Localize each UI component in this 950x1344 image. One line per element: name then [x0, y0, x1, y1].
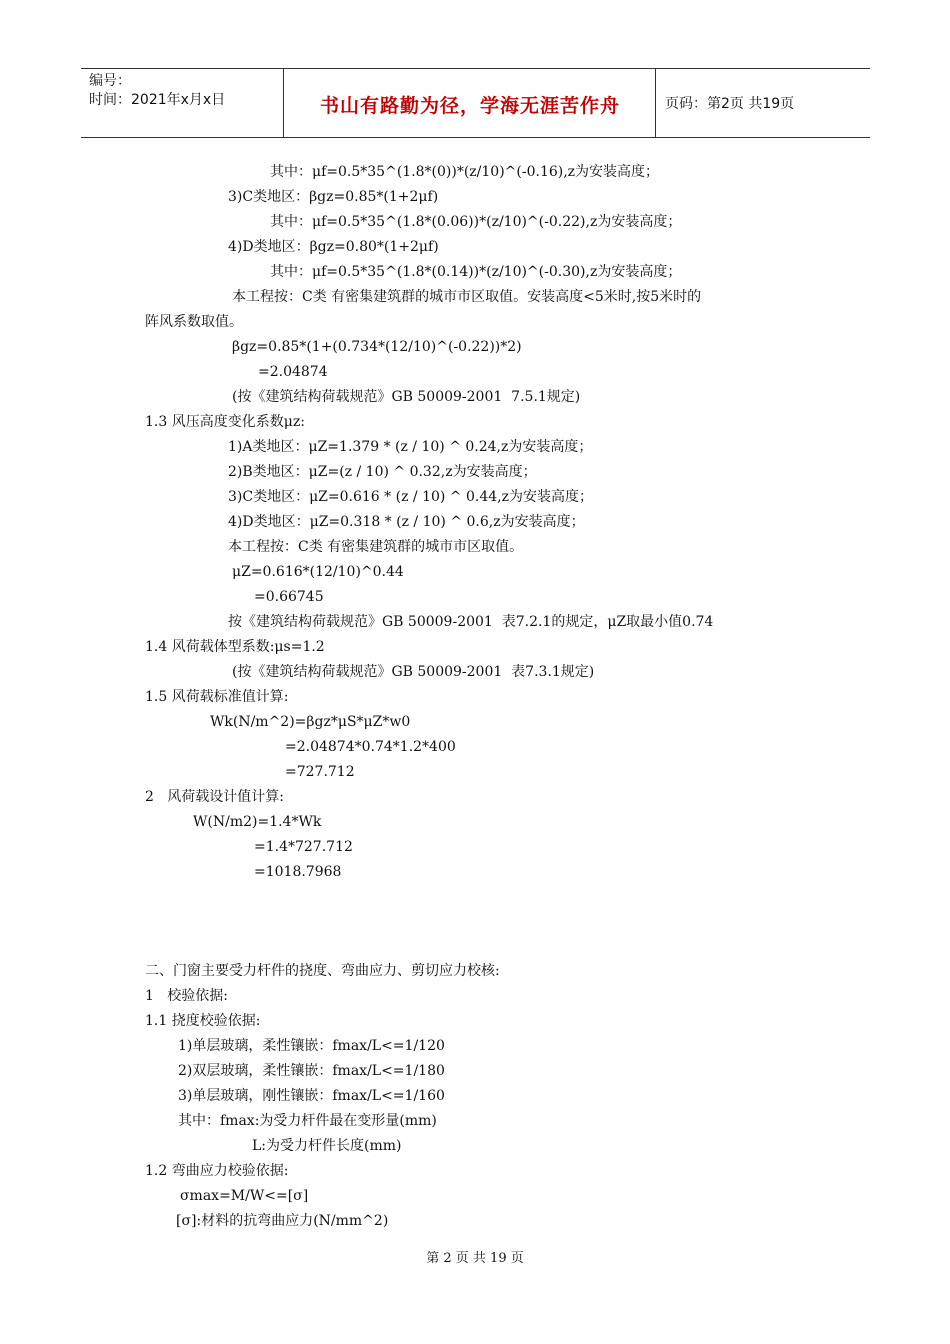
- text-line: 按《建筑结构荷载规范》GB 50009-2001 表7.2.1的规定，μZ取最小值0.74: [228, 614, 714, 630]
- text-line: 3)C类地区：βgz=0.85*(1+2μf): [228, 189, 439, 205]
- text-line: =1.4*727.712: [254, 839, 353, 855]
- section-heading: 1.1 挠度校验依据:: [145, 1013, 261, 1029]
- text-line: W(N/m2)=1.4*Wk: [193, 814, 322, 830]
- text-line: =0.66745: [254, 589, 324, 605]
- page-footer: 第 2 页 共 19 页: [426, 1251, 524, 1266]
- text-line: (按《建筑结构荷载规范》GB 50009-2001 表7.3.1规定): [232, 664, 595, 680]
- header-divider: [283, 69, 284, 137]
- text-line: 本工程按：C类 有密集建筑群的城市市区取值。: [228, 539, 524, 555]
- document-number-label: 编号：: [89, 73, 131, 89]
- text-line: 3)C类地区：μZ=0.616 * (z / 10) ^ 0.44,z为安装高度；: [228, 489, 593, 505]
- text-line: =2.04874*0.74*1.2*400: [285, 739, 456, 755]
- text-line: 2)B类地区：μZ=(z / 10) ^ 0.32,z为安装高度；: [228, 464, 537, 480]
- page-indicator: 页码：第2页 共19页: [665, 96, 795, 112]
- section-heading: 1 校验依据:: [145, 988, 228, 1004]
- text-line: Wk(N/m^2)=βgz*μS*μZ*w0: [210, 714, 411, 730]
- section-heading: 1.5 风荷载标准值计算:: [145, 689, 289, 705]
- text-line: (按《建筑结构荷载规范》GB 50009-2001 7.5.1规定): [232, 389, 581, 405]
- text-line: 3)单层玻璃，刚性镶嵌：fmax/L<=1/160: [178, 1088, 445, 1104]
- text-line: 2)双层玻璃，柔性镶嵌：fmax/L<=1/180: [178, 1063, 445, 1079]
- text-line: 1)单层玻璃，柔性镶嵌：fmax/L<=1/120: [178, 1038, 445, 1054]
- text-line: 其中：μf=0.5*35^(1.8*(0.06))*(z/10)^(-0.22),z为安装高度；: [270, 214, 682, 230]
- text-line: 其中：μf=0.5*35^(1.8*(0.14))*(z/10)^(-0.30),z为安装高度；: [270, 264, 682, 280]
- page-header: [81, 68, 870, 138]
- text-line: 4)D类地区：μZ=0.318 * (z / 10) ^ 0.6,z为安装高度；: [228, 514, 585, 530]
- document-date: 时间：2021年x月x日: [89, 92, 226, 108]
- text-line: 4)D类地区：βgz=0.80*(1+2μf): [228, 239, 439, 255]
- section-heading: 2 风荷载设计值计算:: [145, 789, 284, 805]
- header-motto: 书山有路勤为径，学海无涯苦作舟: [319, 95, 620, 117]
- text-line: μZ=0.616*(12/10)^0.44: [232, 564, 404, 580]
- text-line: L:为受力杆件长度(mm): [252, 1138, 402, 1154]
- text-line: βgz=0.85*(1+(0.734*(12/10)^(-0.22))*2): [232, 339, 522, 355]
- text-line: 本工程按：C类 有密集建筑群的城市市区取值。安装高度<5米时,按5米时的: [232, 289, 702, 305]
- chapter-heading: 二、门窗主要受力杆件的挠度、弯曲应力、剪切应力校核:: [145, 963, 500, 979]
- text-line: 其中：fmax:为受力杆件最在变形量(mm): [178, 1113, 437, 1129]
- text-line: =1018.7968: [254, 864, 342, 880]
- section-heading: 1.4 风荷载体型系数:μs=1.2: [145, 639, 325, 655]
- header-divider: [655, 69, 656, 137]
- text-line: 阵风系数取值。: [145, 314, 243, 330]
- section-heading: 1.3 风压高度变化系数μz:: [145, 414, 305, 430]
- section-heading: 1.2 弯曲应力校验依据:: [145, 1163, 289, 1179]
- text-line: =2.04874: [258, 364, 328, 380]
- text-line: 1)A类地区：μZ=1.379 * (z / 10) ^ 0.24,z为安装高度；: [228, 439, 593, 455]
- text-line: [σ]:材料的抗弯曲应力(N/mm^2): [176, 1213, 389, 1229]
- text-line: σmax=M/W<=[σ]: [180, 1188, 309, 1204]
- text-line: 其中：μf=0.5*35^(1.8*(0))*(z/10)^(-0.16),z为安装高度；: [270, 164, 660, 180]
- text-line: =727.712: [285, 764, 355, 780]
